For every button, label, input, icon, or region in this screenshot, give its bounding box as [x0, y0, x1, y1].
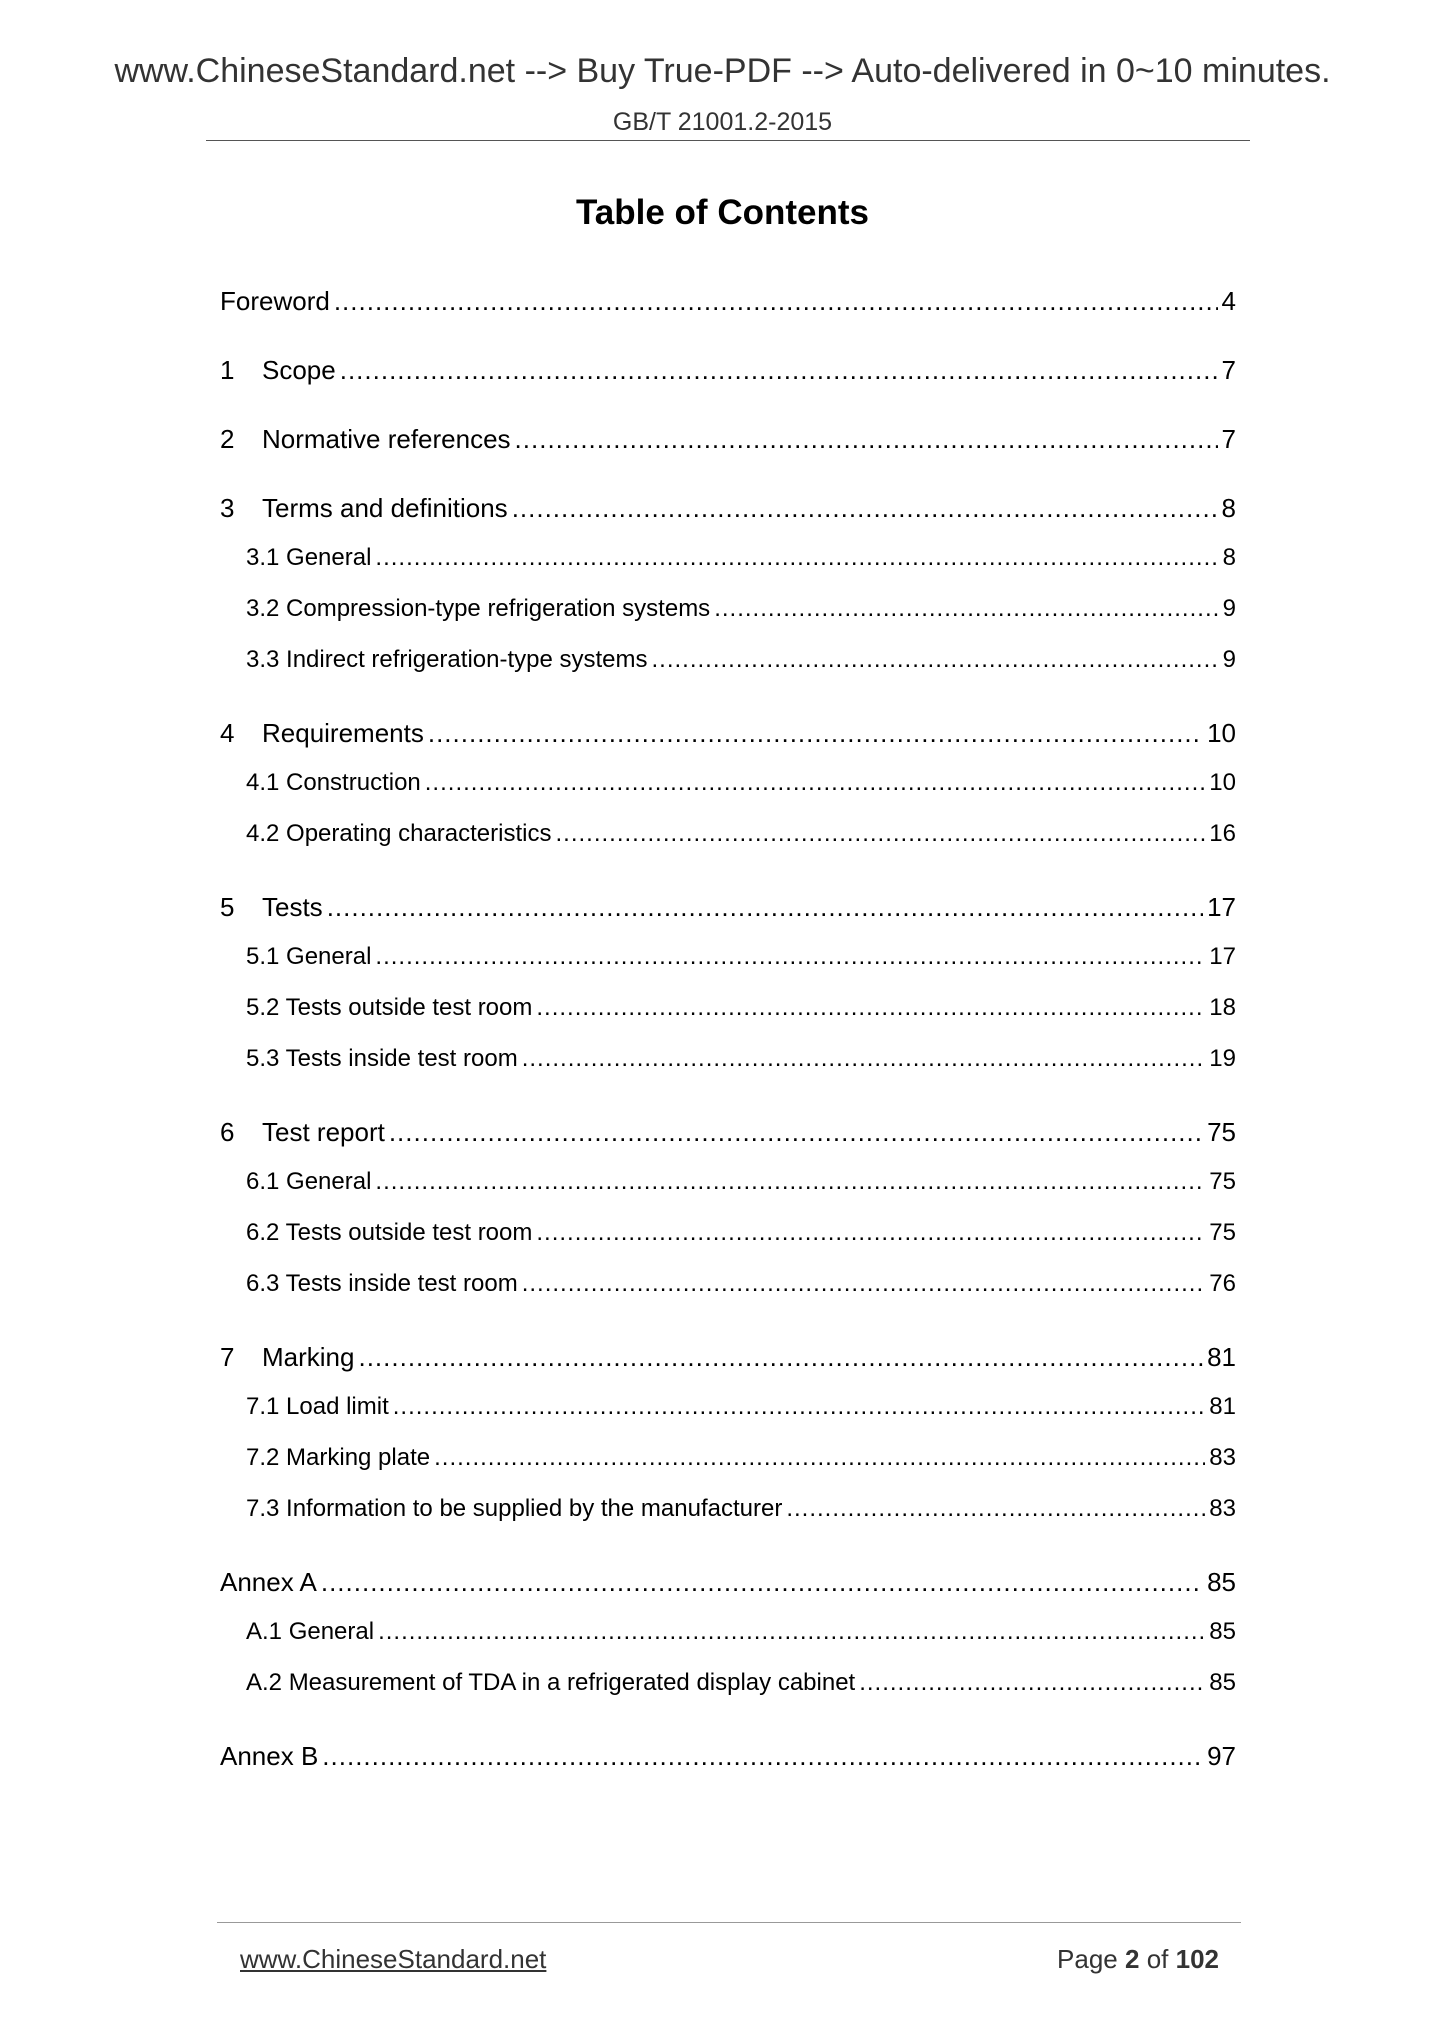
- toc-entry-page: 75: [1209, 1168, 1236, 1195]
- toc-dot-leader: [321, 1569, 1203, 1595]
- toc-entry-page: 85: [1207, 1567, 1236, 1597]
- toc-dot-leader: [515, 426, 1218, 452]
- toc-entry-page: 9: [1222, 595, 1236, 622]
- toc-entry-number: 3: [220, 493, 235, 523]
- toc-dot-leader: [340, 357, 1218, 383]
- toc-dot-leader: [522, 1047, 1206, 1071]
- toc-entry-label: 4.1 Construction: [246, 769, 421, 796]
- toc-dot-leader: [334, 288, 1218, 314]
- toc-entry-label: Test report: [262, 1117, 385, 1147]
- toc-dot-leader: [375, 546, 1218, 570]
- toc-entry[interactable]: [220, 894, 1236, 920]
- toc-entry-page: 16: [1209, 820, 1236, 847]
- page-prefix: Page: [1057, 1944, 1118, 1974]
- toc-entry-label: 3.1 General: [246, 544, 372, 571]
- toc-entry[interactable]: [246, 1170, 1236, 1194]
- toc-dot-leader: [536, 996, 1205, 1020]
- toc-entry[interactable]: [220, 1344, 1236, 1370]
- toc-entry-label: 5.2 Tests outside test room: [246, 994, 533, 1021]
- toc-entry-page: 85: [1209, 1669, 1236, 1696]
- toc-entry-page: 75: [1209, 1219, 1236, 1246]
- page-title: Table of Contents: [576, 193, 869, 232]
- page-number: [1057, 1946, 1219, 1972]
- toc-entry[interactable]: [220, 357, 1236, 383]
- toc-dot-leader: [375, 945, 1205, 969]
- toc-entry[interactable]: [246, 1272, 1236, 1296]
- toc-entry-page: 8: [1221, 493, 1236, 523]
- toc-entry-label: 7.3 Information to be supplied by the manufacturer: [246, 1495, 783, 1522]
- toc-dot-leader: [378, 1620, 1205, 1644]
- toc-entry-page: 8: [1222, 544, 1236, 571]
- toc-entry-number: 5: [220, 892, 235, 922]
- toc-entry-page: 81: [1207, 1342, 1236, 1372]
- toc-entry-label: 3.3 Indirect refrigeration-type systems: [246, 646, 648, 673]
- toc-entry[interactable]: [220, 288, 1236, 314]
- toc-entry-label: 6.3 Tests inside test room: [246, 1270, 518, 1297]
- toc-entry-label: A.1 General: [246, 1618, 375, 1645]
- toc-entry-page: 10: [1207, 718, 1236, 748]
- toc-entry-label: Scope: [262, 355, 336, 385]
- toc-dot-leader: [375, 1170, 1205, 1194]
- toc-dot-leader: [428, 720, 1203, 746]
- toc-entry-page: 97: [1207, 1741, 1236, 1771]
- toc-entry-number: 6: [220, 1117, 235, 1147]
- toc-entry-page: 18: [1209, 994, 1236, 1021]
- toc-entry-page: 7: [1221, 424, 1236, 454]
- toc-entry[interactable]: [246, 546, 1236, 570]
- toc-entry-page: 81: [1209, 1393, 1236, 1420]
- current-page: 2: [1124, 1944, 1140, 1974]
- toc-dot-leader: [425, 771, 1206, 795]
- toc-entry[interactable]: [246, 1047, 1236, 1071]
- toc-entry[interactable]: [246, 1497, 1236, 1521]
- toc-entry-label: Requirements: [262, 718, 424, 748]
- toc-entry-page: 10: [1209, 769, 1236, 796]
- toc-entry[interactable]: [220, 1569, 1236, 1595]
- toc-entry-label: 7.1 Load limit: [246, 1393, 389, 1420]
- toc-dot-leader: [786, 1497, 1205, 1521]
- toc-entry-page: 85: [1209, 1618, 1236, 1645]
- toc-dot-leader: [434, 1446, 1205, 1470]
- toc-dot-leader: [652, 648, 1219, 672]
- toc-entry-label: Annex B: [220, 1741, 319, 1771]
- toc-entry-page: 76: [1209, 1270, 1236, 1297]
- toc-entry-page: 9: [1222, 646, 1236, 673]
- toc-entry[interactable]: [220, 426, 1236, 452]
- toc-entry-page: 83: [1209, 1444, 1236, 1471]
- toc-dot-leader: [327, 894, 1203, 920]
- toc-entry-label: A.2 Measurement of TDA in a refrigerated display cabinet: [246, 1669, 856, 1696]
- toc-dot-leader: [555, 822, 1205, 846]
- toc-entry-label: Annex A: [220, 1567, 317, 1597]
- toc-entry-number: 7: [220, 1342, 235, 1372]
- toc-entry-page: 75: [1207, 1117, 1236, 1147]
- toc-entry-label: Normative references: [262, 424, 511, 454]
- toc-entry-label: 4.2 Operating characteristics: [246, 820, 552, 847]
- toc-entry[interactable]: [246, 945, 1236, 969]
- toc-dot-leader: [536, 1221, 1205, 1245]
- toc-entry[interactable]: [246, 1620, 1236, 1644]
- toc-entry-page: 17: [1209, 943, 1236, 970]
- toc-dot-leader: [389, 1119, 1203, 1145]
- source-banner: www.ChineseStandard.net --> Buy True-PDF --> Auto-delivered in 0~10 minutes.: [114, 52, 1331, 90]
- toc-entry-page: 7: [1221, 355, 1236, 385]
- toc-entry-label: Foreword: [220, 286, 330, 316]
- toc-dot-leader: [358, 1344, 1203, 1370]
- total-pages: 102: [1175, 1944, 1219, 1974]
- toc-entry-number: 1: [220, 355, 235, 385]
- toc-dot-leader: [714, 597, 1218, 621]
- footer-website-link[interactable]: www.ChineseStandard.net: [240, 1944, 547, 1974]
- toc-entry-label: 5.1 General: [246, 943, 372, 970]
- toc-entry-number: 4: [220, 718, 235, 748]
- toc-dot-leader: [322, 1743, 1203, 1769]
- toc-entry-page: 17: [1207, 892, 1236, 922]
- toc-entry-label: 6.2 Tests outside test room: [246, 1219, 533, 1246]
- toc-entry[interactable]: [246, 822, 1236, 846]
- toc-entry-label: 5.3 Tests inside test room: [246, 1045, 518, 1072]
- toc-entry-page: 4: [1221, 286, 1236, 316]
- toc-entry-number: 2: [220, 424, 235, 454]
- toc-dot-leader: [859, 1671, 1205, 1695]
- toc-entry-label: 7.2 Marking plate: [246, 1444, 431, 1471]
- toc-entry[interactable]: [246, 648, 1236, 672]
- toc-entry[interactable]: [246, 1395, 1236, 1419]
- toc-entry[interactable]: [246, 771, 1236, 795]
- toc-entry[interactable]: [246, 597, 1236, 621]
- toc-entry[interactable]: [220, 495, 1236, 521]
- toc-dot-leader: [512, 495, 1218, 521]
- toc-entry[interactable]: [246, 1221, 1236, 1245]
- toc-entry-page: 19: [1209, 1045, 1236, 1072]
- toc-entry[interactable]: [246, 1446, 1236, 1470]
- document-code: GB/T 21001.2-2015: [612, 108, 833, 136]
- toc-dot-leader: [393, 1395, 1206, 1419]
- toc-entry[interactable]: [220, 1743, 1236, 1769]
- footer-divider: [217, 1922, 1241, 1923]
- toc-entry[interactable]: [246, 996, 1236, 1020]
- toc-entry-label: Marking: [262, 1342, 355, 1372]
- header-divider: [206, 140, 1250, 141]
- toc-entry[interactable]: [246, 1671, 1236, 1695]
- toc-entry[interactable]: [220, 1119, 1236, 1145]
- toc-entry-label: Terms and definitions: [262, 493, 508, 523]
- toc-dot-leader: [522, 1272, 1206, 1296]
- page-of: of: [1146, 1944, 1169, 1974]
- toc-entry-page: 83: [1209, 1495, 1236, 1522]
- toc-entry-label: 3.2 Compression-type refrigeration systems: [246, 595, 711, 622]
- toc-entry[interactable]: [220, 720, 1236, 746]
- toc-entry-label: 6.1 General: [246, 1168, 372, 1195]
- toc-entry-label: Tests: [262, 892, 323, 922]
